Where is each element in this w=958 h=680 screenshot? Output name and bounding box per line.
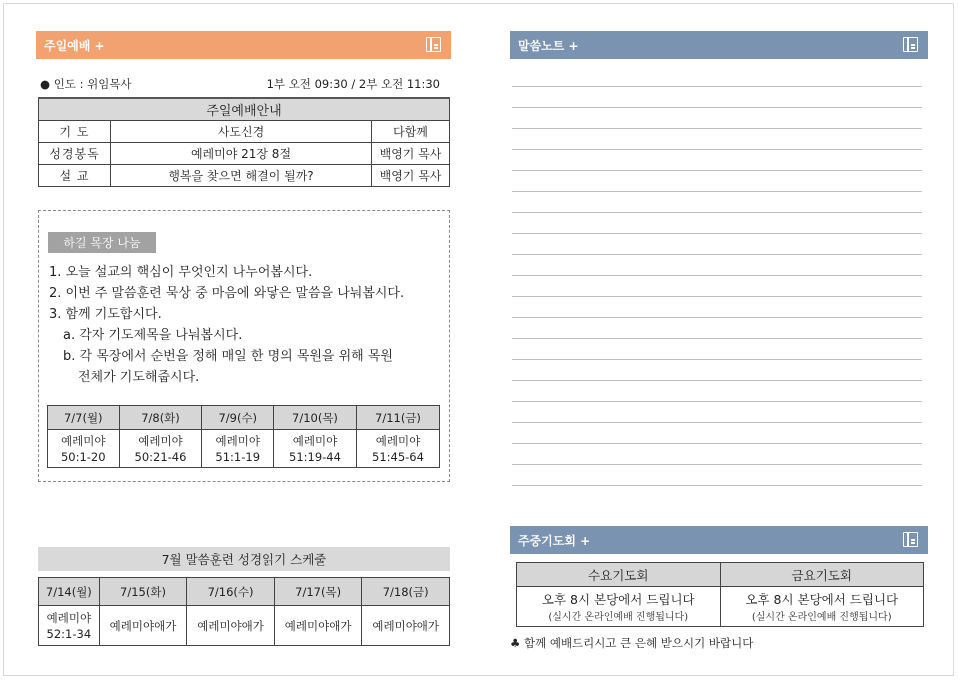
note-line[interactable] [512,108,922,129]
prayer-time: 오후 8시 본당에서 드립니다 [745,592,899,607]
row-content: 사도신경 [111,120,372,142]
reading-book: 예레미야 [215,433,260,448]
reading-book: 예레미야 [46,610,92,625]
prayer-cell [517,587,721,627]
day-header: 7/11(금) [356,406,439,430]
day-header: 7/18(금) [362,578,450,606]
day-header: 7/17(목) [274,578,362,606]
note-line[interactable] [512,192,922,213]
row-label: 성경봉독 [39,142,111,164]
preacher-text: 인도 : 위임목사 [53,77,132,91]
reading-book: 예레미야 [138,433,183,448]
day-header: 7/10(목) [273,406,356,430]
reading-cell [119,430,202,468]
note-line[interactable] [512,339,922,360]
prayer-time: 오후 8시 본당에서 드립니다 [541,592,695,607]
note-line[interactable] [512,402,922,423]
question-subitem: b. 각 목장에서 순번을 정해 매일 한 명의 목원을 위해 목원 [63,349,393,364]
day-header: 7/7(월) [48,406,120,430]
reading-cell [39,606,100,646]
note-line[interactable] [512,87,922,108]
note-line[interactable] [512,423,922,444]
day-header: 7/8(화) [119,406,202,430]
sermon-notes-header [510,31,928,59]
row-leader: 백영기 목사 [372,142,450,164]
note-line[interactable] [512,276,922,297]
day-header: 7/9(수) [202,406,274,430]
reading-book: 예레미야 [61,433,106,448]
reading-verse: 51:19-44 [289,449,341,464]
question-item: 3. 함께 기도합시다. [49,307,162,322]
friday-prayer-header: 금요기도회 [720,563,924,587]
prayer-note: (실시간 온라인예배 진행됩니다) [548,612,689,623]
note-line[interactable] [512,234,922,255]
question-subitem-continued: 전체가 기도해줍시다. [78,370,200,385]
question-list [49,262,444,388]
row-label: 기 도 [39,120,111,142]
prayer-meeting-table [516,562,924,627]
day-header: 7/16(수) [187,578,275,606]
note-line[interactable] [512,150,922,171]
worship-table [38,97,450,187]
note-line[interactable] [512,129,922,150]
prayer-cell [720,587,924,627]
reading-cell [273,430,356,468]
worship-table-title: 주일예배안내 [39,98,450,120]
reading-verse: 51:45-64 [372,449,424,464]
day-header: 7/15(화) [99,578,187,606]
prayer-note: (실시간 온라인예배 진행됩니다) [751,612,892,623]
sunday-worship-header-label: 주일예배 + [44,38,105,53]
note-line[interactable] [512,66,922,87]
service-times: 1부 오전 09:30 / 2부 오전 11:30 [266,77,440,91]
preacher-line: ● 인도 : 위임목사 [40,77,132,91]
note-line[interactable] [512,444,922,465]
reading-cell: 예레미야애가 [187,606,275,646]
reading-cell [48,430,120,468]
weekday-prayer-header [510,526,928,554]
note-line[interactable] [512,381,922,402]
wednesday-prayer-header: 수요기도회 [517,563,721,587]
sharing-tag: 하길 목장 나눔 [48,232,156,253]
reading-verse: 50:1-20 [60,449,106,464]
row-leader: 다함께 [372,120,450,142]
note-line[interactable] [512,255,922,276]
day-header: 7/14(월) [39,578,100,606]
reading-cell: 예레미야애가 [362,606,450,646]
reading-book: 예레미야 [375,433,421,448]
closing-text: 함께 예배드리시고 큰 은혜 받으시기 바랍니다 [523,636,754,650]
note-line[interactable] [512,297,922,318]
club-icon: ♣ [510,636,521,650]
note-line[interactable] [512,465,922,486]
reading-cell: 예레미야애가 [274,606,362,646]
service-info [40,76,440,92]
reading-verse: 52:1-34 [46,626,92,641]
question-item: 1. 오늘 설교의 핵심이 무엇인지 나누어봅시다. [49,265,313,280]
table-row [39,120,450,142]
note-line[interactable] [512,360,922,381]
sermon-notes-header-label: 말씀노트 + [518,38,579,53]
note-line[interactable] [512,318,922,339]
table-row [39,142,450,164]
note-line[interactable] [512,171,922,192]
bookmark-icon [903,532,918,547]
question-item: 2. 이번 주 말씀훈련 묵상 중 마음에 와닿은 말씀을 나눠봅시다. [49,286,405,301]
closing-message [510,635,753,651]
weekday-prayer-header-label: 주중기도회 + [518,533,591,548]
reading-verse: 50:21-46 [134,449,187,464]
sunday-worship-header [36,31,451,59]
row-content: 행복을 찾으면 해결이 될까? [111,164,372,186]
note-lines[interactable] [512,66,922,486]
row-leader: 백영기 목사 [372,164,450,186]
reading-schedule-title: 7월 말씀훈련 성경읽기 스케줄 [38,547,450,571]
note-line[interactable] [512,213,922,234]
row-content: 예레미야 21장 8절 [111,142,372,164]
reading-cell [356,430,439,468]
question-subitem: a. 각자 기도제목을 나눠봅시다. [63,328,243,343]
reading-cell: 예레미야애가 [99,606,187,646]
row-label: 설 교 [39,164,111,186]
reading-cell [202,430,274,468]
reading-verse: 51:1-19 [215,449,261,464]
bookmark-icon [426,37,441,52]
reading-book: 예레미야 [292,433,338,448]
table-row [39,164,450,186]
bookmark-icon [903,37,918,52]
weekly-reading-table [47,405,440,468]
monthly-reading-table [38,577,450,646]
